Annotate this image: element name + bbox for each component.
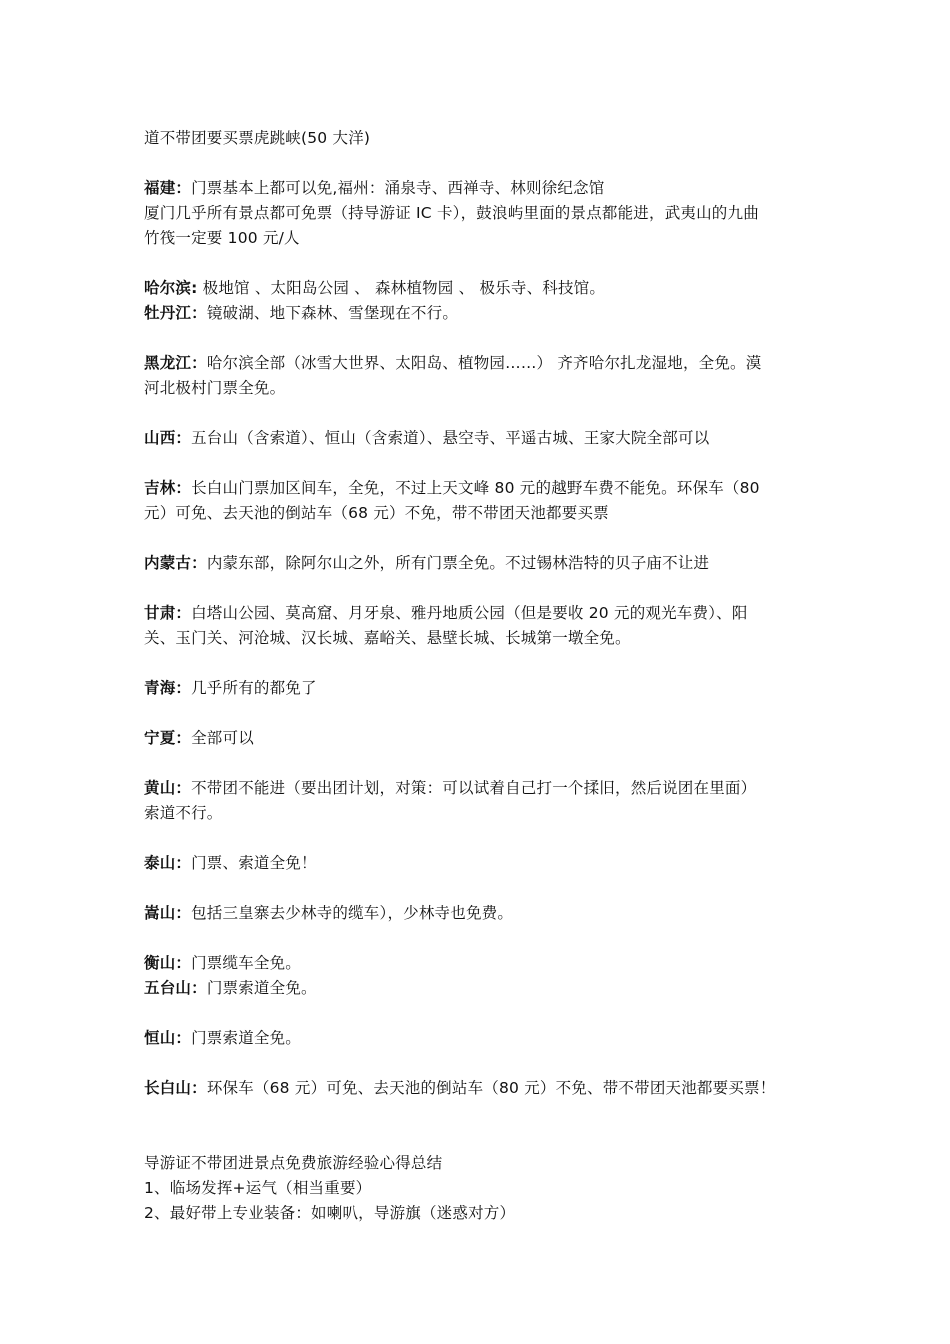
wutaishan-text: 门票索道全免。 xyxy=(206,979,317,997)
hengshan-wutaishan-paragraph xyxy=(144,951,812,1001)
huangshan-line-1 xyxy=(144,776,812,801)
hengshan2-paragraph xyxy=(144,1026,812,1051)
heilongjiang-label: 黑龙江： xyxy=(144,354,207,372)
changbaishan-line xyxy=(144,1076,812,1101)
shanxi-line xyxy=(144,426,812,451)
harbin-line xyxy=(144,276,812,301)
document-body xyxy=(144,126,812,1226)
ningxia-line xyxy=(144,726,812,751)
fujian-text-1: 门票基本上都可以免,福州：涌泉寺、西禅寺、林则徐纪念馆 xyxy=(191,179,605,197)
harbin-text: 极地馆 、太阳岛公园 、 森林植物园 、 极乐寺、科技馆。 xyxy=(197,279,606,297)
fujian-line-3: 竹筏一定要 100 元/人 xyxy=(144,229,300,247)
hengshan1-text: 门票缆车全免。 xyxy=(191,954,302,972)
harbin-paragraph xyxy=(144,276,812,326)
fujian-line-1 xyxy=(144,176,812,201)
qinghai-label: 青海： xyxy=(144,679,192,697)
gansu-line-2: 关、玉门关、河沧城、汉长城、嘉峪关、悬壁长城、长城第一墩全免。 xyxy=(144,629,631,647)
mudanjiang-line xyxy=(144,301,812,326)
intro-text: 道不带团要买票虎跳峡(50 大洋) xyxy=(144,129,371,147)
heilongjiang-paragraph xyxy=(144,351,812,401)
hengshan2-line xyxy=(144,1026,812,1051)
neimenggu-paragraph xyxy=(144,551,812,576)
shanxi-paragraph xyxy=(144,426,812,451)
jilin-label: 吉林： xyxy=(144,479,192,497)
jilin-line-2: 元）可免、去天池的倒站车（68 元）不免，带不带团天池都要买票 xyxy=(144,504,609,522)
heilongjiang-text-1: 哈尔滨全部（冰雪大世界、太阳岛、植物园……） 齐齐哈尔扎龙湿地，全免。漠 xyxy=(206,354,762,372)
changbaishan-paragraph xyxy=(144,1076,812,1101)
taishan-line xyxy=(144,851,812,876)
taishan-paragraph xyxy=(144,851,812,876)
shanxi-text: 五台山（含索道）、恒山（含索道）、悬空寺、平遥古城、王家大院全部可以 xyxy=(191,429,710,447)
ningxia-paragraph xyxy=(144,726,812,751)
gansu-text-1: 白塔山公园、莫高窟、月牙泉、雅丹地质公园（但是要收 20 元的观光车费）、阳 xyxy=(191,604,748,622)
intro-paragraph xyxy=(144,126,812,151)
qinghai-paragraph xyxy=(144,676,812,701)
songshan-line xyxy=(144,901,812,926)
songshan-label: 嵩山： xyxy=(144,904,192,922)
gansu-label: 甘肃： xyxy=(144,604,192,622)
jilin-paragraph xyxy=(144,476,812,526)
shanxi-label: 山西： xyxy=(144,429,192,447)
heilongjiang-line-1 xyxy=(144,351,812,376)
wutaishan-label: 五台山： xyxy=(144,979,207,997)
huangshan-text-1: 不带团不能进（要出团计划，对策：可以试着自己打一个揉旧，然后说团在里面） xyxy=(191,779,757,797)
gansu-line-1 xyxy=(144,601,812,626)
changbaishan-label: 长白山： xyxy=(144,1079,207,1097)
summary-item-2: 2、最好带上专业装备：如喇叭，导游旗（迷惑对方） xyxy=(144,1204,516,1222)
jilin-text-1: 长白山门票加区间车，全免，不过上天文峰 80 元的越野车费不能免。环保车（80 xyxy=(191,479,760,497)
harbin-label: 哈尔滨: xyxy=(144,279,198,297)
ningxia-label: 宁夏： xyxy=(144,729,192,747)
heilongjiang-line-2: 河北极村门票全免。 xyxy=(144,379,286,397)
fujian-label: 福建： xyxy=(144,179,192,197)
hengshan2-text: 门票索道全免。 xyxy=(191,1029,302,1047)
qinghai-line xyxy=(144,676,812,701)
fujian-paragraph xyxy=(144,176,812,251)
neimenggu-text: 内蒙东部，除阿尔山之外，所有门票全免。不过锡林浩特的贝子庙不让进 xyxy=(206,554,710,572)
huangshan-label: 黄山： xyxy=(144,779,192,797)
qinghai-text: 几乎所有的都免了 xyxy=(191,679,317,697)
mudanjiang-text: 镜破湖、地下森林、雪堡现在不行。 xyxy=(206,304,459,322)
songshan-text: 包括三皇寨去少林寺的缆车），少林寺也免费。 xyxy=(191,904,514,922)
summary-section xyxy=(144,1151,812,1226)
taishan-text: 门票、索道全免！ xyxy=(191,854,317,872)
changbaishan-text: 环保车（68 元）可免、去天池的倒站车（80 元）不免、带不带团天池都要买票！ xyxy=(206,1079,776,1097)
gansu-paragraph xyxy=(144,601,812,651)
wutaishan-line xyxy=(144,976,812,1001)
neimenggu-label: 内蒙古： xyxy=(144,554,207,572)
songshan-paragraph xyxy=(144,901,812,926)
hengshan1-line xyxy=(144,951,812,976)
summary-title: 导游证不带团进景点免费旅游经验心得总结 xyxy=(144,1154,443,1172)
hengshan2-label: 恒山： xyxy=(144,1029,192,1047)
huangshan-paragraph xyxy=(144,776,812,826)
fujian-line-2: 厦门几乎所有景点都可免票（持导游证 IC 卡），鼓浪屿里面的景点都能进，武夷山的九曲 xyxy=(144,204,759,222)
summary-item-1: 1、临场发挥+运气（相当重要） xyxy=(144,1179,372,1197)
huangshan-line-2: 索道不行。 xyxy=(144,804,223,822)
neimenggu-line xyxy=(144,551,812,576)
ningxia-text: 全部可以 xyxy=(191,729,254,747)
taishan-label: 泰山： xyxy=(144,854,192,872)
hengshan1-label: 衡山： xyxy=(144,954,192,972)
jilin-line-1 xyxy=(144,476,812,501)
mudanjiang-label: 牡丹江： xyxy=(144,304,207,322)
